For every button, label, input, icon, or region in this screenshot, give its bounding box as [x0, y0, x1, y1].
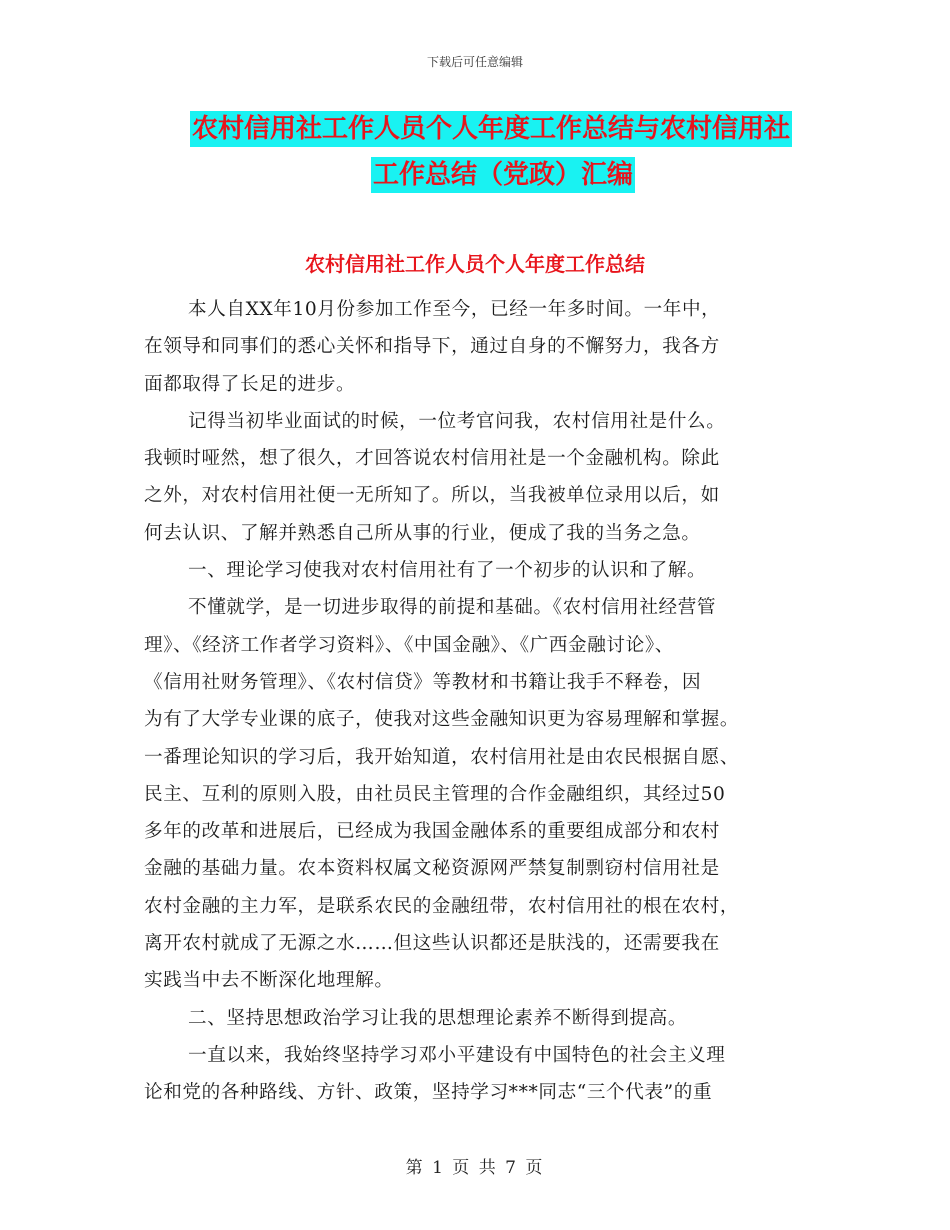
- text-line: 多年的改革和进展后，已经成为我国金融体系的重要组成部分和农村: [144, 821, 720, 843]
- text-line: 一、理论学习使我对农村信用社有了一个初步的认识和了解。: [188, 560, 707, 582]
- text-line: 实践当中去不断深化地理解。: [144, 970, 394, 992]
- text-line: 何去认识、了解并熟悉自己所从事的行业，便成了我的当务之急。: [144, 522, 701, 544]
- text-line: 我顿时哑然，想了很久，才回答说农村信用社是一个金融机构。除此: [144, 448, 720, 470]
- text-line: 金融的基础力量。农本资料权属文秘资源网严禁复制剽窃村信用社是: [144, 858, 720, 880]
- text-line: 离开农村就成了无源之水……但这些认识都还是肤浅的，还需要我在: [144, 933, 720, 955]
- text-line: 农村金融的主力军，是联系农民的金融纽带，农村信用社的根在农村，: [144, 895, 740, 917]
- text-line: 面都取得了长足的进步。: [144, 373, 356, 395]
- section-title: 农村信用社工作人员个人年度工作总结: [305, 252, 645, 276]
- text-line: 记得当初毕业面试的时候，一位考官问我，农村信用社是什么。: [188, 410, 726, 432]
- body-text: [144, 291, 806, 1112]
- page-footer: 第 1 页 共 7 页: [405, 1158, 545, 1178]
- title-line-2: 工作总结（党政）汇编: [371, 157, 635, 193]
- text-line: 一直以来，我始终坚持学习邓小平建设有中国特色的社会主义理: [188, 1044, 726, 1066]
- text-line: 论和党的各种路线、方针、政策，坚持学习***同志“三个代表”的重: [144, 1082, 713, 1104]
- text-line: 之外，对农村信用社便一无所知了。所以，当我被单位录用以后，如: [144, 485, 720, 507]
- text-line: 民主、互利的原则入股，由社员民主管理的合作金融组织，其经过50: [144, 783, 726, 805]
- text-line: 《信用社财务管理》、《农村信贷》等教材和书籍让我手不释卷，因: [144, 671, 702, 693]
- text-line: 理》、《经济工作者学习资料》、《中国金融》、《广西金融讨论》、: [144, 634, 674, 656]
- text-line: 在领导和同事们的悉心关怀和指导下，通过自身的不懈努力，我各方: [144, 336, 720, 358]
- text-line: 二、坚持思想政治学习让我的思想理论素养不断得到提高。: [188, 1007, 688, 1029]
- text-line: 为有了大学专业课的底子，使我对这些金融知识更为容易理解和掌握。: [144, 709, 740, 731]
- text-line: 一番理论知识的学习后，我开始知道，农村信用社是由农民根据自愿、: [144, 746, 740, 768]
- text-line: 不懂就学，是一切进步取得的前提和基础。《农村信用社经营管: [188, 597, 717, 619]
- text-line: 本人自XX年10月份参加工作至今，已经一年多时间。一年中，: [188, 299, 721, 320]
- document-title: [190, 106, 810, 198]
- header-note: 下载后可任意编辑: [426, 55, 523, 69]
- title-line-1: 农村信用社工作人员个人年度工作总结与农村信用社: [190, 111, 792, 147]
